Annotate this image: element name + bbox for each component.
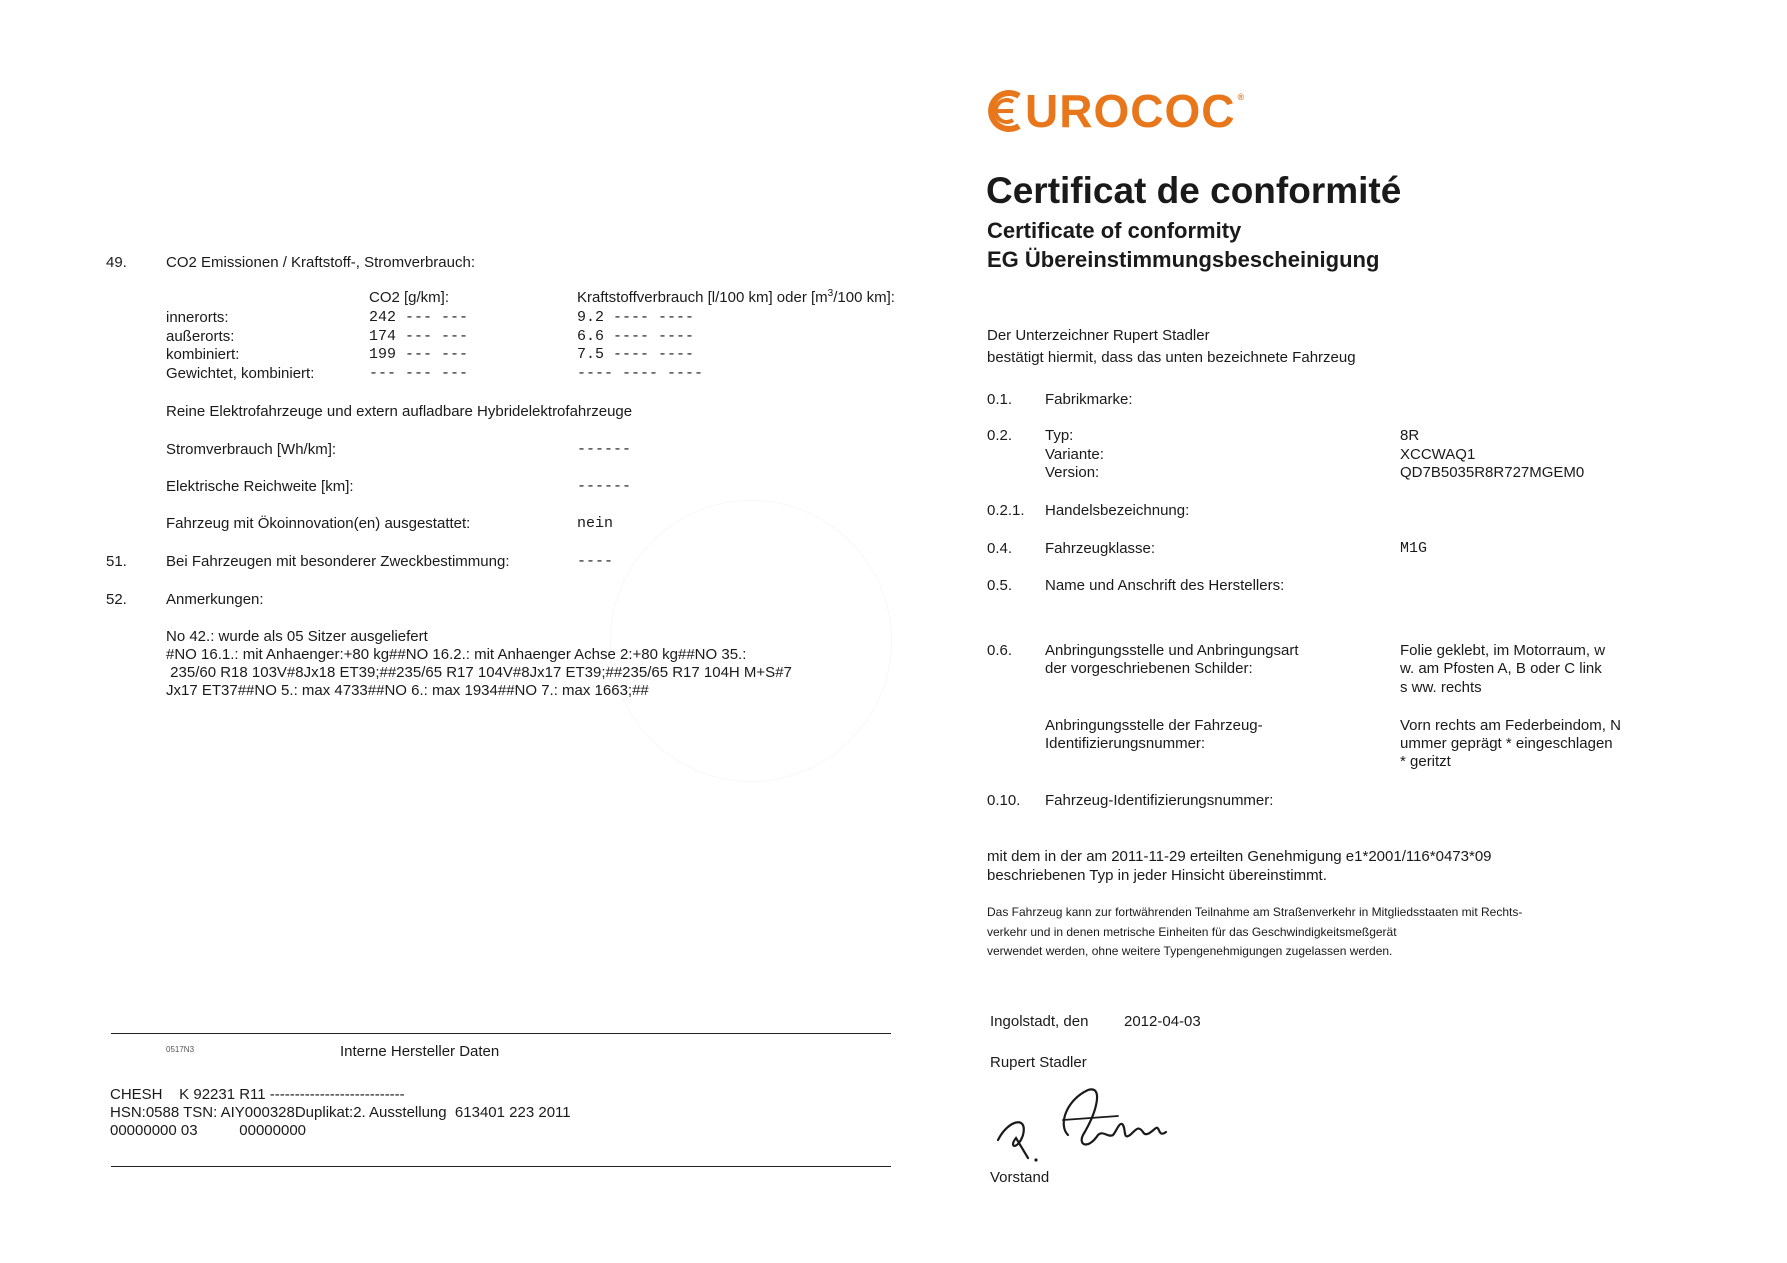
issue-date: 2012-04-03 bbox=[1124, 1013, 1201, 1030]
field-label: Version: bbox=[1045, 464, 1100, 481]
field-value: * geritzt bbox=[1400, 753, 1451, 770]
section-49-number: 49. bbox=[106, 254, 127, 271]
row-co2: 242 --- --- bbox=[369, 309, 469, 326]
field-value: w. am Pfosten A, B oder C link bbox=[1400, 660, 1602, 677]
title-en: Certificate of conformity bbox=[987, 218, 1242, 243]
intro-line: bestätigt hiermit, dass das unten bezeichnete Fahrzeug bbox=[987, 349, 1356, 366]
footer-line: HSN:0588 TSN: AIY000328Duplikat:2. Ausstellung 613401 223 2011 bbox=[110, 1104, 571, 1121]
row-co2: 174 --- --- bbox=[369, 328, 469, 345]
field-number: 0.2. bbox=[987, 427, 1013, 444]
footer-line: 00000000 03 00000000 bbox=[110, 1122, 307, 1139]
eurococ-c-mark-icon bbox=[983, 88, 1025, 134]
field-number: 0.10. bbox=[987, 792, 1021, 809]
field-value: Folie geklebt, im Motorraum, w bbox=[1400, 642, 1606, 659]
field-number: 0.2.1. bbox=[987, 502, 1025, 519]
field-label: der vorgeschriebenen Schilder: bbox=[1045, 660, 1253, 677]
field-label: Variante: bbox=[1045, 446, 1104, 463]
row-fuel: 9.2 ---- ---- bbox=[577, 309, 695, 326]
footer-code: 0517N3 bbox=[166, 1045, 195, 1054]
field-value: M1G bbox=[1400, 540, 1428, 557]
section-51-label: Bei Fahrzeugen mit besonderer Zweckbestimmung: bbox=[166, 553, 510, 570]
intro-line: Der Unterzeichner Rupert Stadler bbox=[987, 327, 1210, 344]
field-number: 0.1. bbox=[987, 391, 1013, 408]
field-label: Anbringungsstelle und Anbringungsart bbox=[1045, 642, 1299, 659]
remark-line: Jx17 ET37##NO 5.: max 4733##NO 6.: max 1934##NO 7.: max 1663;## bbox=[166, 682, 649, 699]
eco-value: nein bbox=[577, 515, 614, 532]
range-label: Elektrische Reichweite [km]: bbox=[166, 478, 354, 495]
eco-label: Fahrzeug mit Ökoinnovation(en) ausgestattet: bbox=[166, 515, 471, 532]
title-fr: Certificat de conformité bbox=[986, 170, 1402, 211]
background-watermark bbox=[610, 500, 892, 782]
field-number: 0.5. bbox=[987, 577, 1013, 594]
title-de: EG Übereinstimmungsbescheinigung bbox=[987, 247, 1380, 272]
range-value: ------ bbox=[577, 478, 632, 495]
remark-line: No 42.: wurde als 05 Sitzer ausgeliefert bbox=[166, 628, 428, 645]
row-label: kombiniert: bbox=[166, 346, 240, 363]
co2-header: CO2 [g/km]: bbox=[369, 289, 450, 306]
signer-name: Rupert Stadler bbox=[990, 1054, 1087, 1071]
footer-line: CHESH K 92231 R11 --------------------------- bbox=[110, 1086, 405, 1103]
footer-top-rule bbox=[111, 1033, 891, 1034]
field-value: QD7B5035R8R727MGEM0 bbox=[1400, 464, 1585, 481]
notice-line: verwendet werden, ohne weitere Typengenehmigungen zugelassen werden. bbox=[987, 944, 1393, 958]
field-value: s ww. rechts bbox=[1400, 679, 1482, 696]
field-label: Name und Anschrift des Herstellers: bbox=[1045, 577, 1285, 594]
notice-line: Das Fahrzeug kann zur fortwährenden Teilnahme am Straßenverkehr in Mitgliedsstaaten mit Rechts- bbox=[987, 905, 1523, 919]
field-label: Identifizierungsnummer: bbox=[1045, 735, 1206, 752]
row-co2: 199 --- --- bbox=[369, 346, 469, 363]
field-label: Fahrzeug-Identifizierungsnummer: bbox=[1045, 792, 1274, 809]
field-value: Vorn rechts am Federbeindom, N bbox=[1400, 717, 1621, 734]
logo-text: UROCOC bbox=[1025, 85, 1236, 137]
remark-line: 235/60 R18 103V#8Jx18 ET39;##235/65 R17 104V#8Jx17 ET39;##235/65 R17 104H M+S#7 bbox=[166, 664, 792, 681]
field-value: ummer geprägt * eingeschlagen bbox=[1400, 735, 1613, 752]
approval-line: beschriebenen Typ in jeder Hinsicht übereinstimmt. bbox=[987, 867, 1327, 884]
row-fuel: 7.5 ---- ---- bbox=[577, 346, 695, 363]
field-label: Typ: bbox=[1045, 427, 1074, 444]
field-label: Handelsbezeichnung: bbox=[1045, 502, 1190, 519]
field-label: Anbringungsstelle der Fahrzeug- bbox=[1045, 717, 1263, 734]
eurococ-logo bbox=[983, 84, 1245, 138]
field-value: 8R bbox=[1400, 427, 1420, 444]
field-number: 0.4. bbox=[987, 540, 1013, 557]
power-value: ------ bbox=[577, 441, 632, 458]
handwritten-signature bbox=[988, 1080, 1188, 1170]
field-value: XCCWAQ1 bbox=[1400, 446, 1476, 463]
row-co2: --- --- --- bbox=[369, 365, 469, 382]
place-label: Ingolstadt, den bbox=[990, 1013, 1089, 1030]
section-49-title: CO2 Emissionen / Kraftstoff-, Stromverbrauch: bbox=[166, 254, 476, 271]
fuel-header: Kraftstoffverbrauch [l/100 km] oder [$m^3/100$ km]: bbox=[577, 288, 895, 306]
section-51-number: 51. bbox=[106, 553, 127, 570]
row-fuel: ---- ---- ---- bbox=[577, 365, 704, 382]
row-label: Gewichtet, kombiniert: bbox=[166, 365, 315, 382]
footer-bottom-rule bbox=[111, 1166, 891, 1167]
power-label: Stromverbrauch [Wh/km]: bbox=[166, 441, 337, 458]
signer-role: Vorstand bbox=[990, 1169, 1050, 1186]
approval-line: mit dem in der am 2011-11-29 erteilten Genehmigung e1*2001/116*0473*09 bbox=[987, 848, 1492, 865]
section-52-label: Anmerkungen: bbox=[166, 591, 264, 608]
field-number: 0.6. bbox=[987, 642, 1013, 659]
footer-title: Interne Hersteller Daten bbox=[340, 1043, 500, 1060]
row-label: außerorts: bbox=[166, 328, 235, 345]
field-label: Fahrzeugklasse: bbox=[1045, 540, 1156, 557]
remark-line: #NO 16.1.: mit Anhaenger:+80 kg##NO 16.2.: mit Anhaenger Achse 2:+80 kg##NO 35.: bbox=[166, 646, 747, 663]
electric-title: Reine Elektrofahrzeuge und extern aufladbare Hybridelektrofahrzeuge bbox=[166, 403, 633, 420]
row-label: innerorts: bbox=[166, 309, 229, 326]
section-51-value: ---- bbox=[577, 553, 614, 570]
logo-registered-mark: ® bbox=[1237, 92, 1246, 102]
field-label: Fabrikmarke: bbox=[1045, 391, 1133, 408]
row-fuel: 6.6 ---- ---- bbox=[577, 328, 695, 345]
notice-line: verkehr und in denen metrische Einheiten für das Geschwindigkeitsmeßgerät bbox=[987, 925, 1397, 939]
section-52-number: 52. bbox=[106, 591, 127, 608]
